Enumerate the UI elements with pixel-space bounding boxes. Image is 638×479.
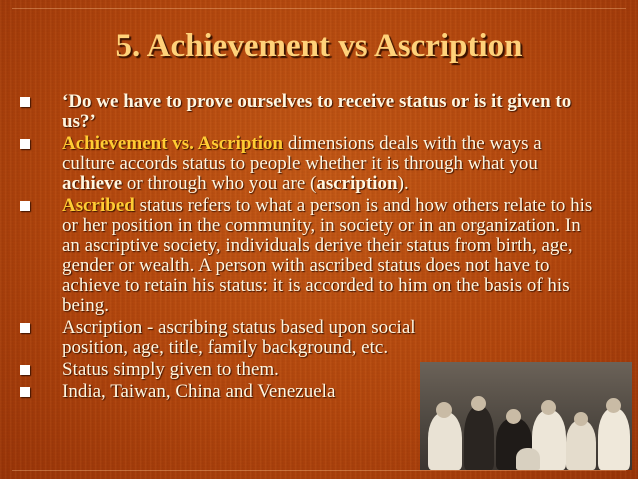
photo-figure bbox=[428, 412, 462, 470]
bullet-text: Ascription - ascribing status based upon social position, age, title, family background, etc. bbox=[62, 317, 416, 358]
photo-figure bbox=[516, 448, 540, 470]
photo-head bbox=[541, 400, 556, 415]
photo-head bbox=[574, 412, 588, 426]
square-bullet-icon bbox=[20, 365, 30, 375]
photo-figure bbox=[566, 420, 596, 470]
square-bullet-icon bbox=[20, 139, 30, 149]
bullet-text: ). bbox=[397, 173, 409, 194]
bullet-item-question bbox=[14, 92, 594, 132]
square-bullet-icon bbox=[20, 97, 30, 107]
bullet-item-ascription bbox=[14, 318, 422, 358]
bottom-rule bbox=[12, 470, 626, 471]
bullet-text: dimensions deals with the ways a culture accords status to people whether it is through what you bbox=[62, 133, 542, 174]
bullet-item-ascribed bbox=[14, 196, 594, 316]
photo-head bbox=[506, 409, 521, 424]
highlight-term: Achievement vs. Ascription bbox=[62, 133, 284, 154]
top-rule bbox=[12, 8, 626, 9]
bold-term: ascription bbox=[316, 173, 398, 194]
photo-head bbox=[606, 398, 621, 413]
slide-title: 5. Achievement vs Ascription bbox=[115, 28, 523, 64]
bullet-item-dimension bbox=[14, 134, 594, 194]
photo-head bbox=[436, 402, 452, 418]
bullet-text: India, Taiwan, China and Venezuela bbox=[62, 381, 336, 402]
photo-figure bbox=[598, 408, 630, 470]
photo-head bbox=[471, 396, 486, 411]
square-bullet-icon bbox=[20, 387, 30, 397]
bullet-list bbox=[14, 92, 594, 404]
royal-family-photo bbox=[420, 362, 632, 470]
bold-term: achieve bbox=[62, 173, 123, 194]
bullet-text: ‘Do we have to prove ourselves to receive status or is it given to us?’ bbox=[62, 91, 572, 132]
bullet-text: Status simply given to them. bbox=[62, 359, 279, 380]
square-bullet-icon bbox=[20, 323, 30, 333]
bullet-text: or through who you are ( bbox=[122, 173, 317, 194]
photo-figure bbox=[464, 406, 494, 470]
highlight-term: Ascribed bbox=[62, 195, 135, 216]
bullet-text: status refers to what a person is and how others relate to his or her position in the community, in society or in an organization. In an ascriptive society, individuals derive their status from birth, age, gender or wealth. A person with ascribed status does not have to achieve to retain his status: it is accorded to him on the basis of his being. bbox=[62, 195, 593, 316]
square-bullet-icon bbox=[20, 201, 30, 211]
